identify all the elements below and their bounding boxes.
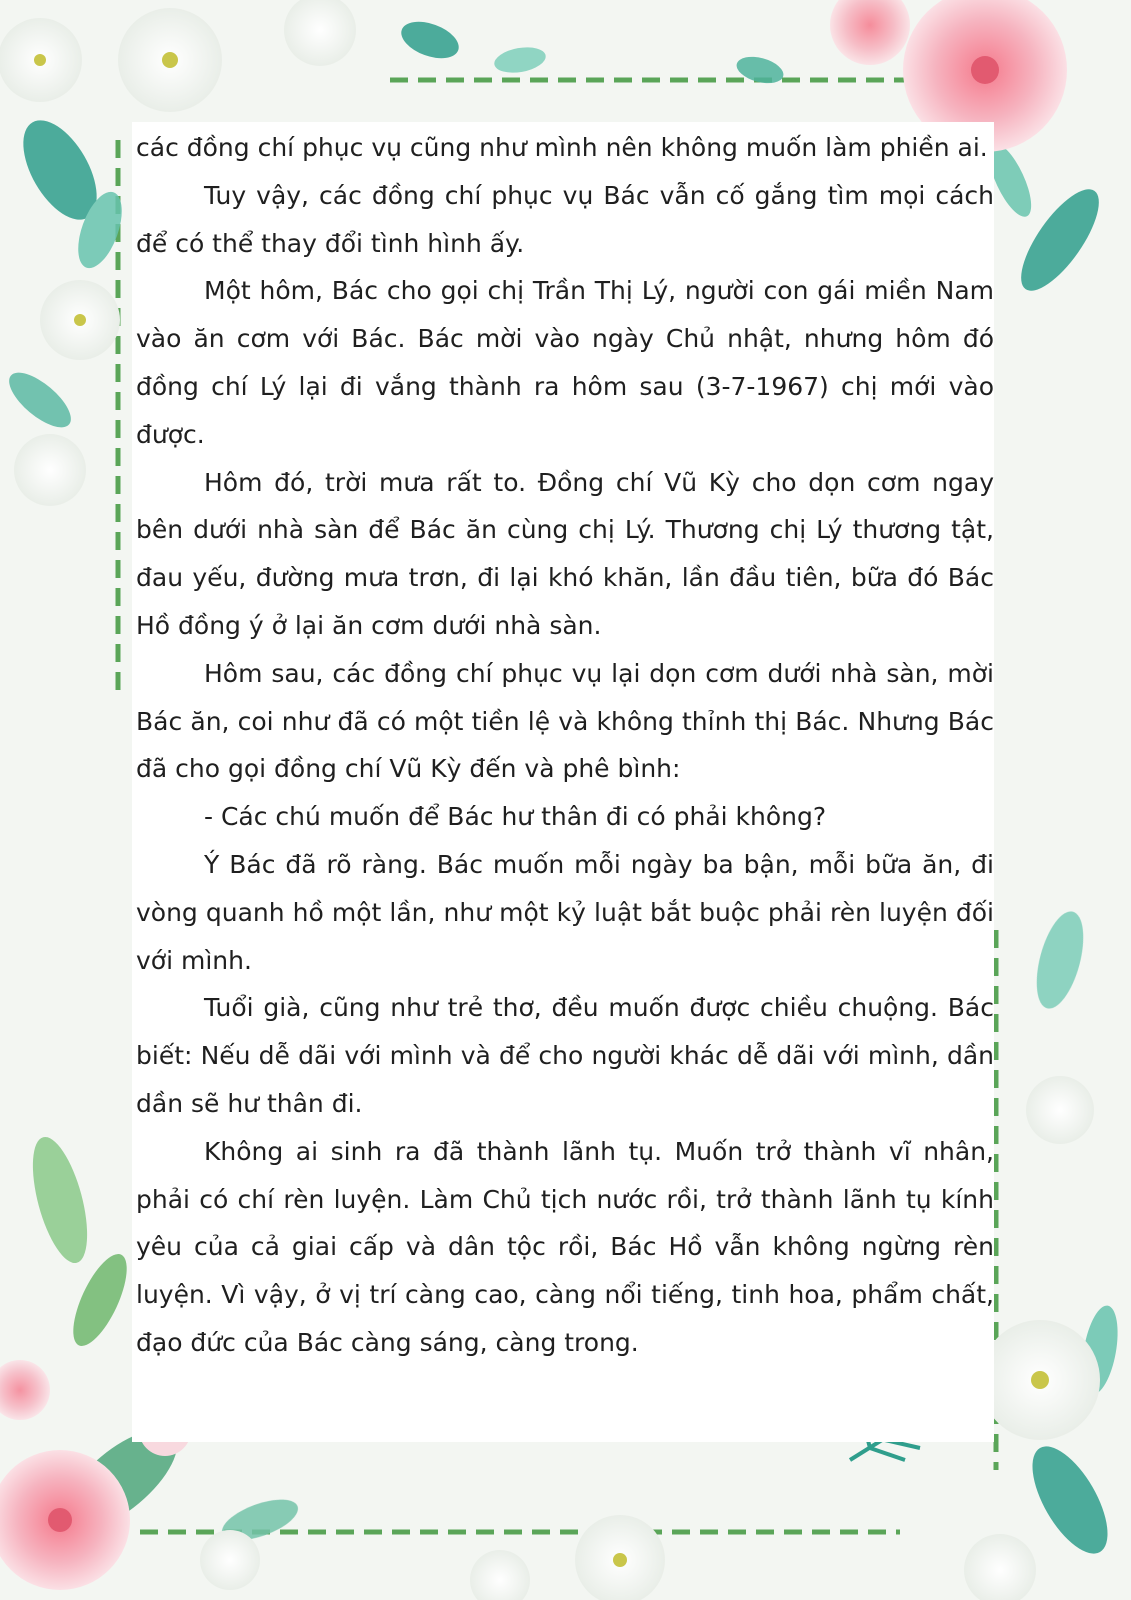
document-body — [136, 124, 994, 1367]
paragraph: Tuổi già, cũng như trẻ thơ, đều muốn được chiều chuộng. Bác biết: Nếu dễ dãi với mình và để cho người khác dễ dãi với mình, dần dần sẽ hư thân đi. — [136, 993, 994, 1118]
paragraph: Hôm đó, trời mưa rất to. Đồng chí Vũ Kỳ cho dọn cơm ngay bên dưới nhà sàn để Bác ăn cùng chị Lý. Thương chị Lý thương tật, đau yếu, đường mưa trơn, đi lại khó khăn, lần đầu tiên, bữa đó Bác Hồ đồng ý ở lại ăn cơm dưới nhà sàn. — [136, 467, 994, 640]
paragraph: Một hôm, Bác cho gọi chị Trần Thị Lý, người con gái miền Nam vào ăn cơm với Bác. Bác mời vào ngày Chủ nhật, nhưng hôm đó đồng chí Lý lại đi vắng thành ra hôm sau (3-7-1967) chị mới vào được. — [136, 276, 994, 449]
dialogue-line: - Các chú muốn để Bác hư thân đi có phải không? — [204, 802, 827, 832]
paragraph: Không ai sinh ra đã thành lãnh tụ. Muốn trở thành vĩ nhân, phải có chí rèn luyện. Làm Chủ tịch nước rồi, trở thành lãnh tụ kính yêu của cả giai cấp và dân tộc rồi, Bác Hồ vẫn không ngừng rèn luyện. Vì vậy, ở vị trí càng cao, càng nổi tiếng, tinh hoa, phẩm chất, đạo đức của Bác càng sáng, càng trong. — [136, 1136, 994, 1357]
paragraph: Ý Bác đã rõ ràng. Bác muốn mỗi ngày ba bận, mỗi bữa ăn, đi vòng quanh hồ một lần, như một kỷ luật bắt buộc phải rèn luyện đối với mình. — [136, 849, 994, 975]
paragraph: các đồng chí phục vụ cũng như mình nên không muốn làm phiền ai. — [136, 133, 988, 162]
paragraph: Tuy vậy, các đồng chí phục vụ Bác vẫn cố gắng tìm mọi cách để có thể thay đổi tình hình ấy. — [136, 180, 994, 258]
paragraph: Hôm sau, các đồng chí phục vụ lại dọn cơm dưới nhà sàn, mời Bác ăn, coi như đã có một tiền lệ và không thỉnh thị Bác. Nhưng Bác đã cho gọi đồng chí Vũ Kỳ đến và phê bình: — [136, 658, 994, 784]
